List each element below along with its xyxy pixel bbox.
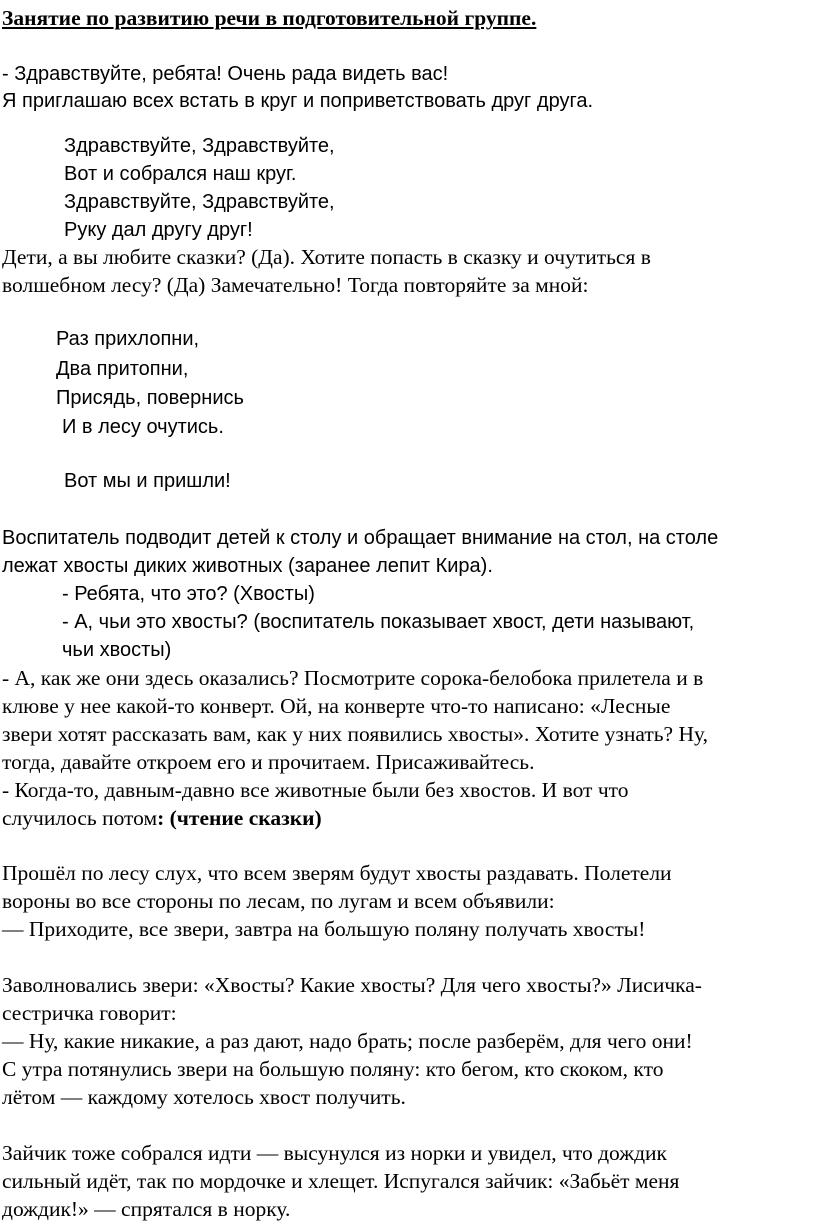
intro-line-2: волшебном лесу? (Да) Замечательно! Тогда повторяйте за мной: bbox=[2, 273, 589, 297]
greeting-line-1: - Здравствуйте, ребята! Очень рада видеть вас! bbox=[2, 63, 449, 85]
dialog-line-2: - А, чьи это хвосты? (воспитатель показывает хвост, дети называют, bbox=[62, 611, 695, 633]
envelope-line-5: - Когда-то, давным-давно все животные были без хвостов. И вот что bbox=[2, 778, 629, 802]
dialog-line-3: чьи хвосты) bbox=[62, 639, 172, 661]
story-2-line-1: Заволновались звери: «Хвосты? Какие хвосты? Для чего хвосты?» Лисичка- bbox=[2, 973, 702, 997]
reading-prefix: случилось потом bbox=[2, 806, 158, 830]
poem-greeting-line-2: Вот и собрался наш круг. bbox=[64, 163, 297, 185]
dialog-line-1: - Ребята, что это? (Хвосты) bbox=[62, 583, 315, 605]
poem-greeting-line-4: Руку дал другу друг! bbox=[64, 219, 253, 241]
poem-forest-line-1: Раз прихлопни, bbox=[56, 328, 200, 350]
poem-greeting-line-1: Здравствуйте, Здравствуйте, bbox=[64, 135, 335, 157]
story-1-line-1: Прошёл по лесу слух, что всем зверям будут хвосты раздавать. Полетели bbox=[2, 861, 672, 885]
reading-label: : (чтение сказки) bbox=[157, 806, 322, 830]
story-3-line-2: сильный идёт, так по мордочке и хлещет. Испугался зайчик: «Забьёт меня bbox=[2, 1169, 680, 1193]
poem-greeting-line-3: Здравствуйте, Здравствуйте, bbox=[64, 191, 335, 213]
arrived-line: Вот мы и пришли! bbox=[64, 470, 231, 492]
teacher-action-line-2: лежат хвосты диких животных (заранее лепит Кира). bbox=[2, 555, 493, 577]
story-1-line-3: — Приходите, все звери, завтра на большую поляну получать хвосты! bbox=[2, 917, 646, 941]
story-3-line-3: дождик!» — спрятался в норку. bbox=[2, 1197, 291, 1221]
story-2-line-4: С утра потянулись звери на большую поляну: кто бегом, кто скоком, кто bbox=[2, 1057, 664, 1081]
envelope-line-4: тогда, давайте откроем его и прочитаем. Присаживайтесь. bbox=[2, 750, 535, 774]
poem-forest-line-2: Два притопни, bbox=[56, 358, 189, 380]
story-3-line-1: Зайчик тоже собрался идти — высунулся из норки и увидел, что дождик bbox=[2, 1141, 667, 1165]
story-2-line-2: сестричка говорит: bbox=[2, 1001, 177, 1025]
intro-line-1: Дети, а вы любите сказки? (Да). Хотите попасть в сказку и очутиться в bbox=[2, 245, 651, 269]
poem-forest-line-3: Присядь, повернись bbox=[56, 387, 244, 409]
envelope-line-1: - А, как же они здесь оказались? Посмотрите сорока-белобока прилетела и в bbox=[2, 666, 704, 690]
poem-forest-line-4: И в лесу очутись. bbox=[62, 416, 224, 438]
envelope-line-3: звери хотят рассказать вам, как у них появились хвосты». Хотите узнать? Ну, bbox=[2, 722, 708, 746]
greeting-line-2: Я приглашаю всех встать в круг и поприветствовать друг друга. bbox=[2, 90, 594, 112]
teacher-action-line-1: Воспитатель подводит детей к столу и обращает внимание на стол, на столе bbox=[2, 527, 719, 549]
story-2-line-5: лётом — каждому хотелось хвост получить. bbox=[2, 1085, 406, 1109]
story-2-line-3: — Ну, какие никакие, а раз дают, надо брать; после разберём, для чего они! bbox=[2, 1029, 693, 1053]
reading-line bbox=[2, 804, 322, 832]
envelope-line-2: клюве у нее какой-то конверт. Ой, на конверте что-то написано: «Лесные bbox=[2, 694, 671, 718]
document-title: Занятие по развитию речи в подготовительной группе. bbox=[2, 6, 537, 30]
story-1-line-2: вороны во все стороны по лесам, по лугам и всем объявили: bbox=[2, 889, 555, 913]
